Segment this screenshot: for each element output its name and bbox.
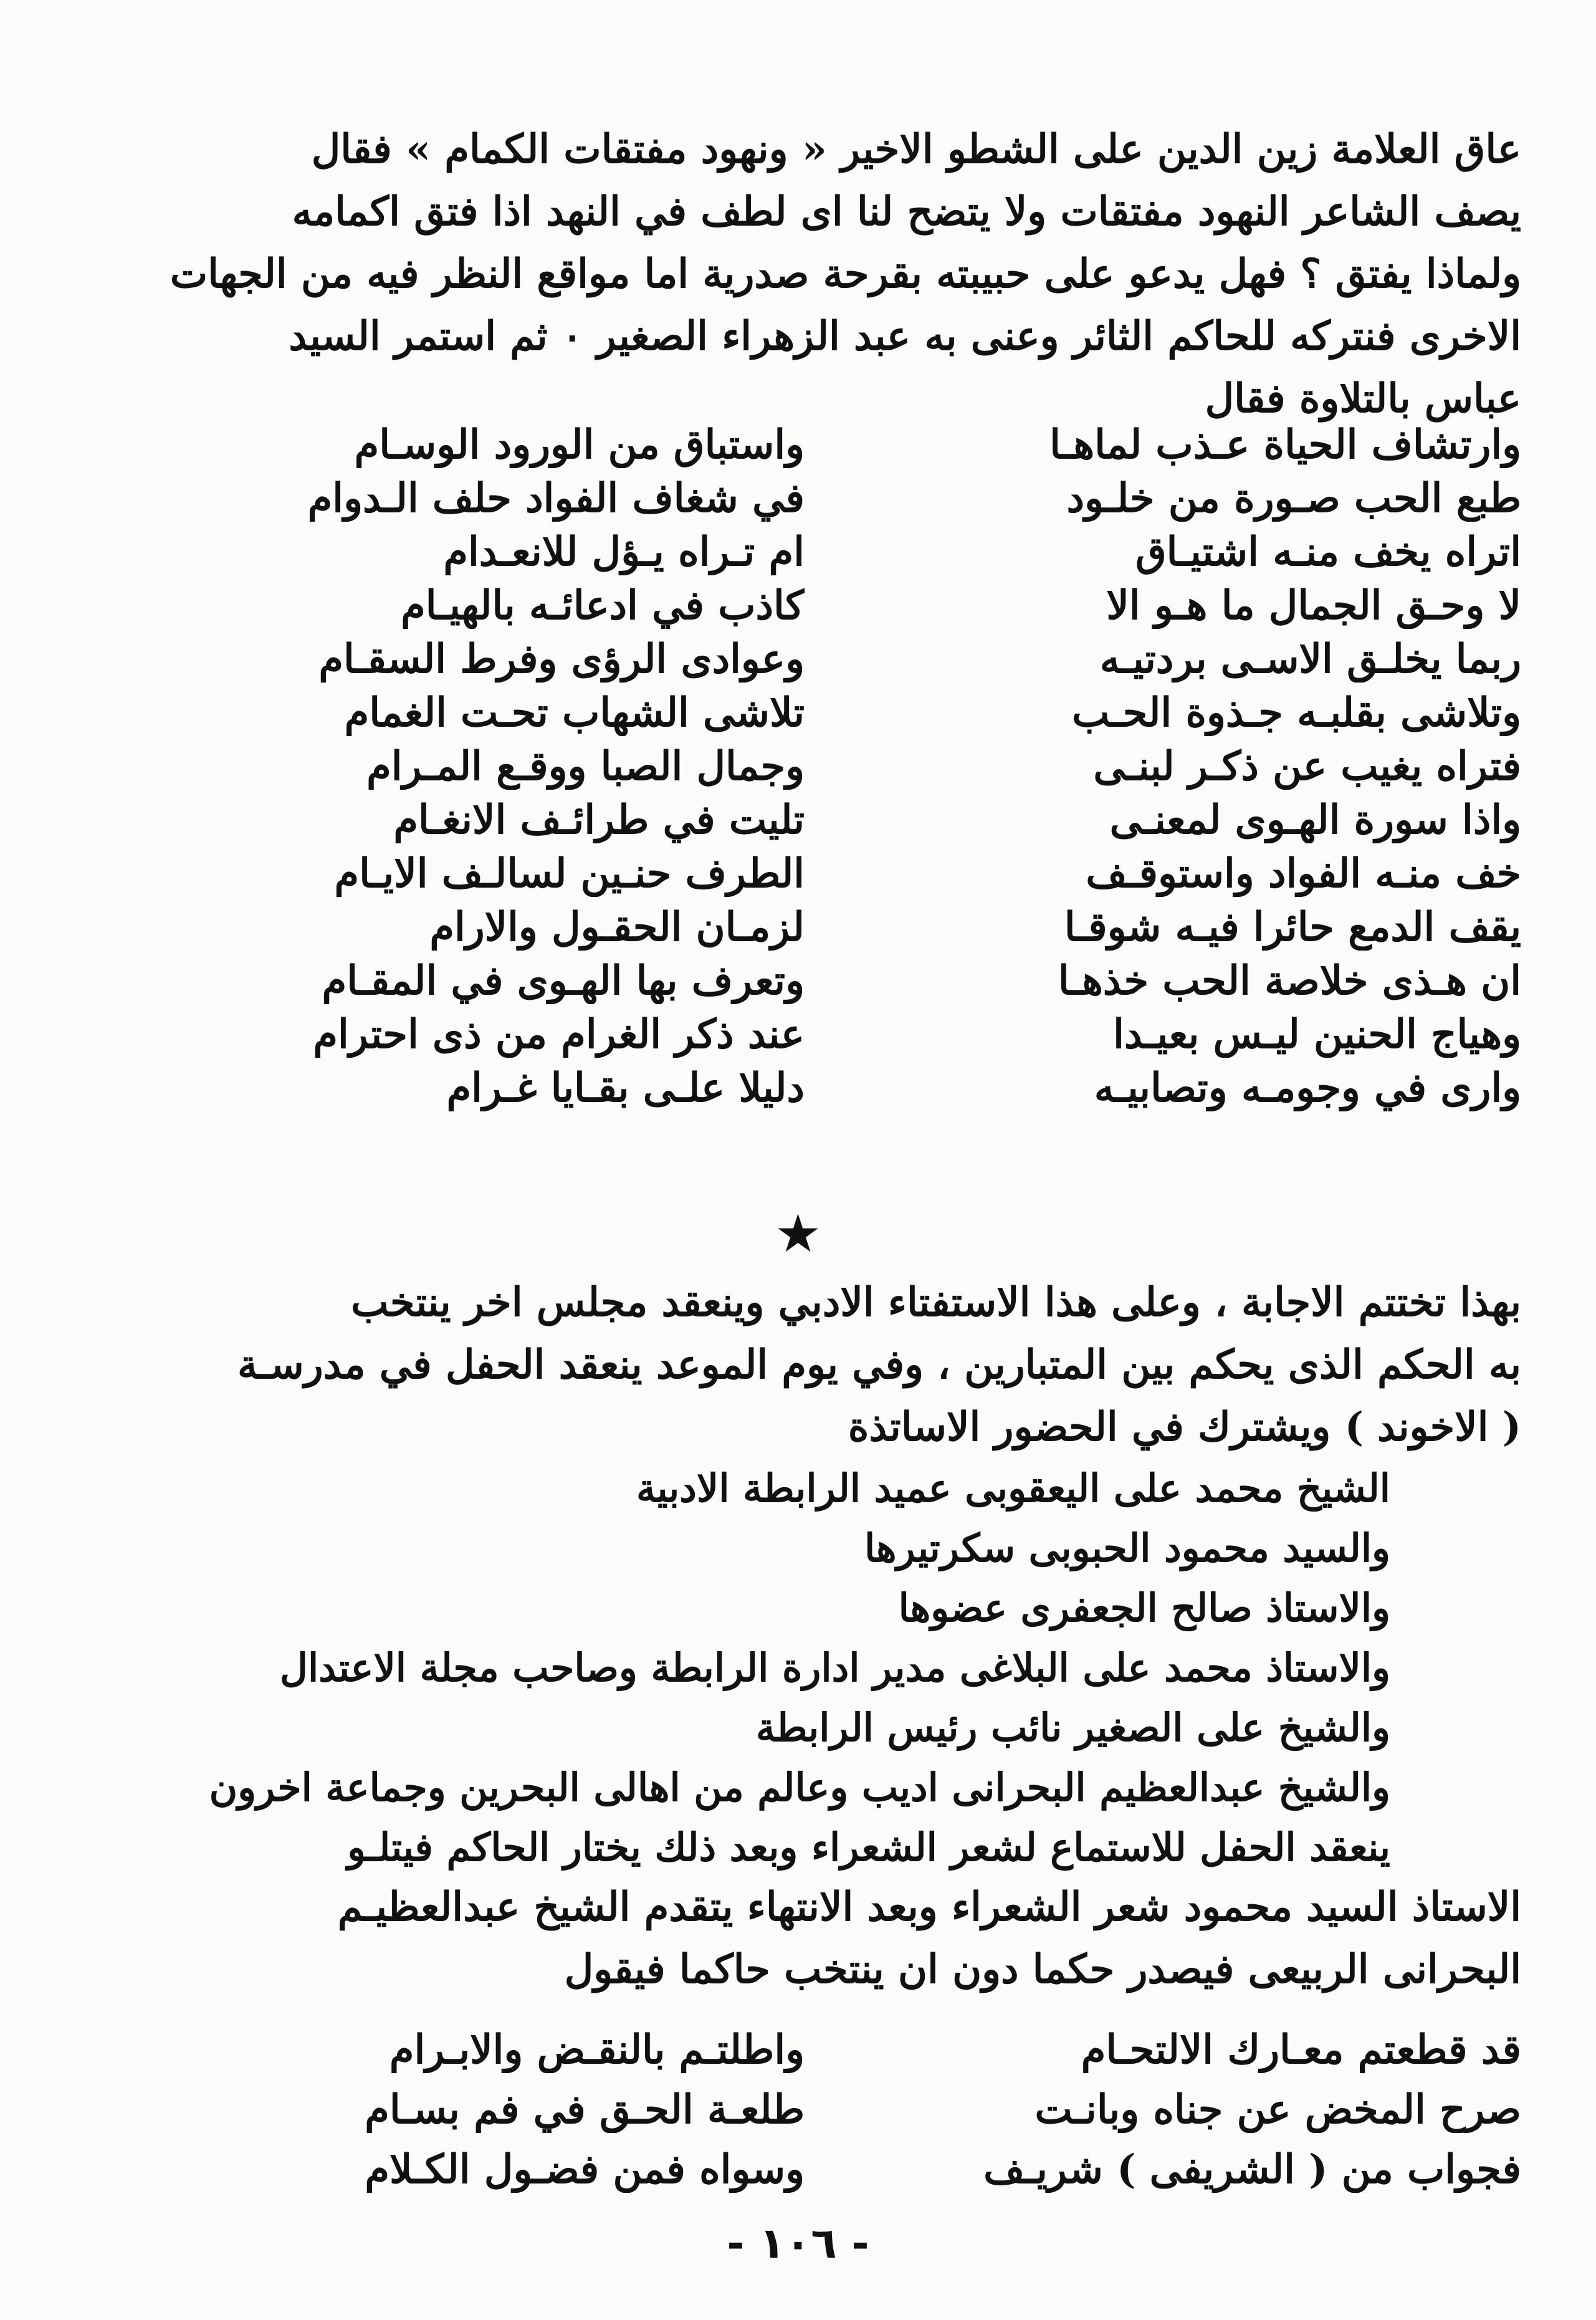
verse-line [150,2020,1521,2079]
verse-line [150,1061,1521,1114]
text-line: ( الاخوند ) ويشترك في الحضور الاساتذة [848,1404,1521,1450]
verse-line [150,954,1521,1007]
list-item: والشيخ عبدالعظيم البحرانى اديب وعالم من اهالى البحرين وجماعة اخرون [209,1765,1390,1810]
third-paragraph [150,1876,1521,2001]
verse-line [150,686,1521,739]
list-item: الشيخ محمد على اليعقوبى عميد الرابطة الادبية [636,1465,1390,1511]
list-item: والاستاذ محمد على البلاغى مدير ادارة الرابطة وصاحب مجلة الاعتدال [279,1645,1390,1690]
intro-paragraph [150,118,1521,430]
verse-line [150,418,1521,471]
text-line: الاستاذ السيد محمود شعر الشعراء وبعد الانتهاء يتقدم الشيخ عبدالعظيـم [337,1884,1521,1930]
first-hemistich: فجواب من ( الشريفى ) شريـف [983,2145,1521,2193]
verse-line [150,846,1521,900]
verse-line [150,900,1521,954]
verse-line [150,2139,1521,2199]
verse-line [150,632,1521,686]
text-line: ولماذا يفتق ؟ فهل يدعو على حبيبته بقرحة صدرية اما مواقع النظر فيه من الجهات [170,251,1521,297]
first-hemistich: قد قطعتم معـارك الالتحـام [1081,2026,1521,2073]
text-line: عاق العلامة زين الدين على الشطو الاخير « ونهود مفتقات الكمام » فقال [311,126,1521,173]
second-hemistich: طلعـة الحـق في فم بسـام [365,2086,805,2133]
verse-line [150,2079,1521,2139]
second-hemistich: وجمال الصبا ووقـع المـرام [366,742,805,790]
verse-line [150,739,1521,793]
second-hemistich: تليت في طرائـف الانغـام [393,796,805,843]
first-hemistich: صرح المخض عن جناه وبانـت [1035,2086,1521,2133]
first-hemistich: اتراه يخف منـه اشتيـاق [1135,528,1521,575]
second-hemistich: في شغاف الفواد حلف الـدوام [307,474,805,522]
verse-line [150,578,1521,632]
text-line: يصف الشاعر النهود مفتقات ولا يتضح لنا اى لطف في النهد اذا فتق اكمامه [292,188,1521,235]
second-hemistich: دليلا علـى بقـايا غـرام [446,1064,805,1111]
second-paragraph [150,1272,1521,1459]
text-line: به الحكم الذى يحكم بين المتبارين ، وفي يوم الموعد ينعقد الحفل في مدرسـة [237,1341,1521,1388]
second-hemistich: كاذب في ادعائـه بالهيـام [401,582,805,629]
star-separator-icon: ★ [774,1203,822,1264]
first-hemistich: ربما يخلـق الاسـى بردتيـه [1099,635,1521,683]
second-hemistich: ام تـراه يـؤل للانعـدام [443,528,805,575]
second-hemistich: لزمـان الحقـول والارام [429,903,805,951]
second-hemistich: وسواه فمن فضـول الكـلام [365,2145,805,2193]
second-hemistich: وتعرف بها الهـوى في المقـام [322,957,805,1004]
verse-line [150,1007,1521,1061]
poem-two [150,2020,1521,2199]
attendees-list [150,1459,1521,1877]
page-number: - ١٠٦ - [727,2219,869,2268]
first-hemistich: طبع الحب صـورة من خلـود [1066,474,1521,522]
second-hemistich: واستباق من الورود الوسـام [354,421,805,468]
text-line: البحرانى الربيعى فيصدر حكما دون ان ينتخب حاكما فيقول [564,1946,1521,1993]
first-hemistich: وارتشاف الحياة عـذب لماهـا [1049,421,1521,468]
first-hemistich: لا وحـق الجمال ما هـو الا [1106,582,1521,629]
first-hemistich: ان هـذى خلاصة الحب خذهـا [1058,957,1521,1004]
verse-line [150,525,1521,578]
second-hemistich: الطرف حنـين لسالـف الايـام [334,850,805,897]
list-item: والاستاذ صالح الجعفرى عضوها [898,1585,1390,1631]
first-hemistich: خف منـه الفواد واستوقـف [1086,850,1521,897]
poem-one [150,418,1521,1114]
list-item: ينعقد الحفل للاستماع لشعر الشعراء وبعد ذلك يختار الحاكم فيتلـو [347,1824,1390,1870]
first-hemistich: فتراه يغيب عن ذكـر لبنـى [1093,742,1521,790]
second-hemistich: عند ذكر الغرام من ذى احترام [313,1010,805,1058]
first-hemistich: واذا سورة الهـوى لمعنـى [1109,796,1521,843]
first-hemistich: وهياج الحنين ليـس بعيـدا [1113,1010,1521,1058]
second-hemistich: وعوادى الرؤى وفرط السقـام [318,635,805,683]
list-item: والسيد محمود الحبوبى سكرتيرها [864,1525,1390,1571]
first-hemistich: يقف الدمع حائرا فيـه شوقـا [1064,903,1521,951]
second-hemistich: واطلتـم بالنقـض والابـرام [389,2026,805,2073]
list-item: والشيخ على الصغير نائب رئيس الرابطة [755,1705,1390,1750]
first-hemistich: وتلاشى بقلبـه جـذوة الحـب [1072,689,1521,736]
second-hemistich: تلاشى الشهاب تحـت الغمام [344,689,805,736]
verse-line [150,471,1521,525]
text-line: بهذا تختتم الاجابة ، وعلى هذا الاستفتاء الادبي وينعقد مجلس اخر ينتخب [351,1279,1521,1326]
verse-line [150,793,1521,846]
text-line: عباس بالتلاوة فقال [1205,375,1521,422]
text-line: الاخرى فنتركه للحاكم الثائر وعنى به عبد الزهراء الصغير ۰ ثم استمر السيد [289,313,1521,360]
first-hemistich: وارى في وجومـه وتصابيـه [1094,1064,1521,1111]
